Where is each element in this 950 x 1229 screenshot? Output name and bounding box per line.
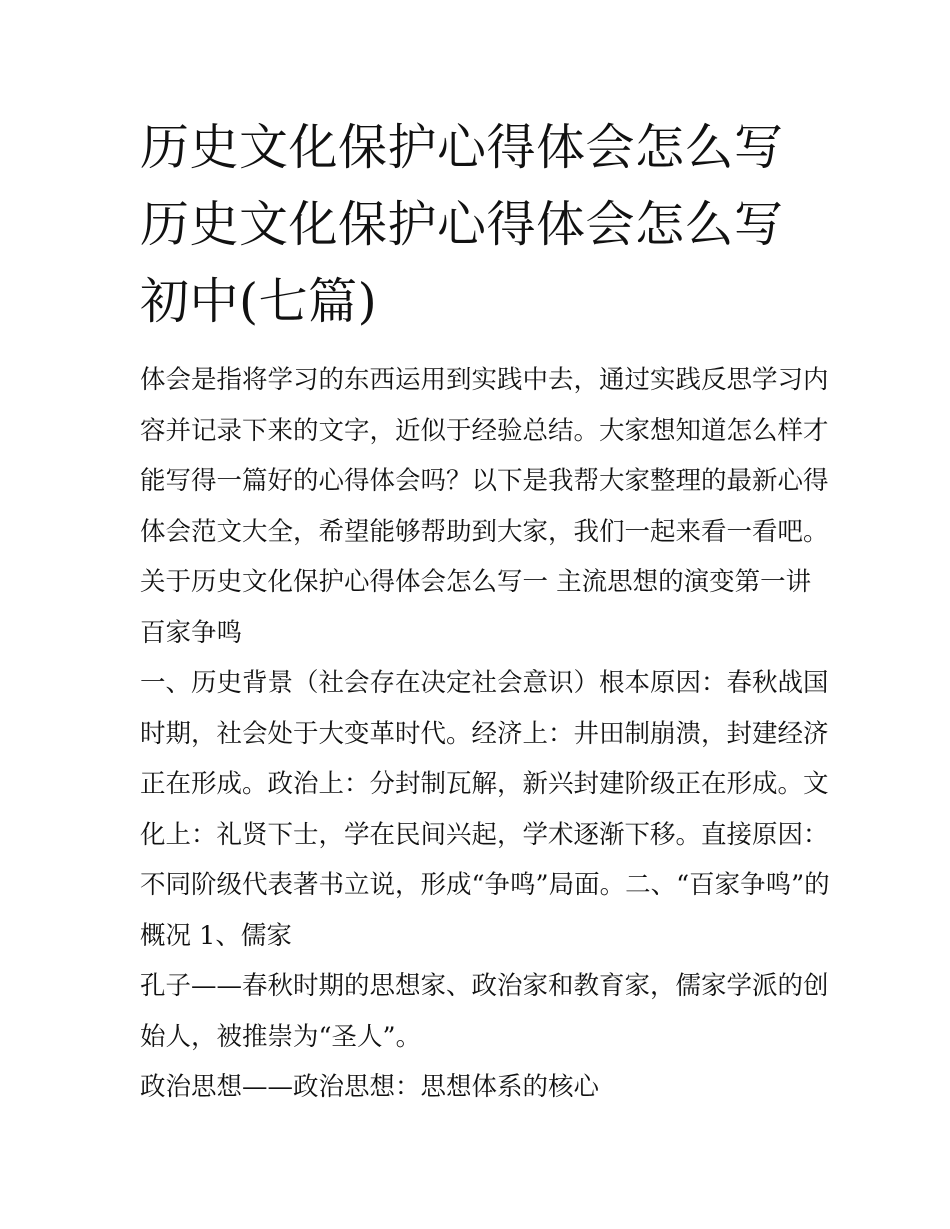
title-line: 历史文化保护心得体会怎么写: [140, 196, 784, 253]
body-line: 不同阶级代表著书立说，形成“争鸣”局面。二、“百家争鸣”的: [140, 870, 830, 900]
document-body: [140, 355, 840, 1113]
body-line: 概况 1、儒家: [140, 920, 292, 951]
body-line: 正在形成。政治上：分封制瓦解，新兴封建阶级正在形成。文: [140, 769, 829, 799]
body-line: 容并记录下来的文字，近似于经验总结。大家想知道怎么样才: [140, 415, 829, 446]
body-line: 时期，社会处于大变革时代。经济上：井田制崩溃，封建经济: [140, 718, 829, 749]
body-line: 体会是指将学习的东西运用到实践中去，通过实践反思学习内: [140, 365, 829, 395]
body-line: 始人，被推崇为“圣人”。: [140, 1021, 422, 1052]
body-line: 孔子——春秋时期的思想家、政治家和教育家，儒家学派的创: [140, 971, 829, 1001]
document-title: [140, 109, 840, 340]
body-line: 百家争鸣: [140, 617, 243, 648]
title-line: 历史文化保护心得体会怎么写: [140, 119, 784, 176]
body-line: 一、历史背景（社会存在决定社会意识）根本原因：春秋战国: [140, 668, 829, 698]
body-line: 能写得一篇好的心得体会吗？以下是我帮大家整理的最新心得: [140, 466, 829, 496]
body-line: 化上：礼贤下士，学在民间兴起，学术逐渐下移。直接原因：: [140, 819, 829, 850]
body-line: 体会范文大全，希望能够帮助到大家，我们一起来看一看吧。: [140, 516, 829, 547]
body-line: 政治思想——政治思想：思想体系的核心: [140, 1072, 600, 1102]
title-line: 初中(七篇): [140, 273, 378, 330]
body-line: 关于历史文化保护心得体会怎么写一 主流思想的演变第一讲: [140, 567, 812, 597]
